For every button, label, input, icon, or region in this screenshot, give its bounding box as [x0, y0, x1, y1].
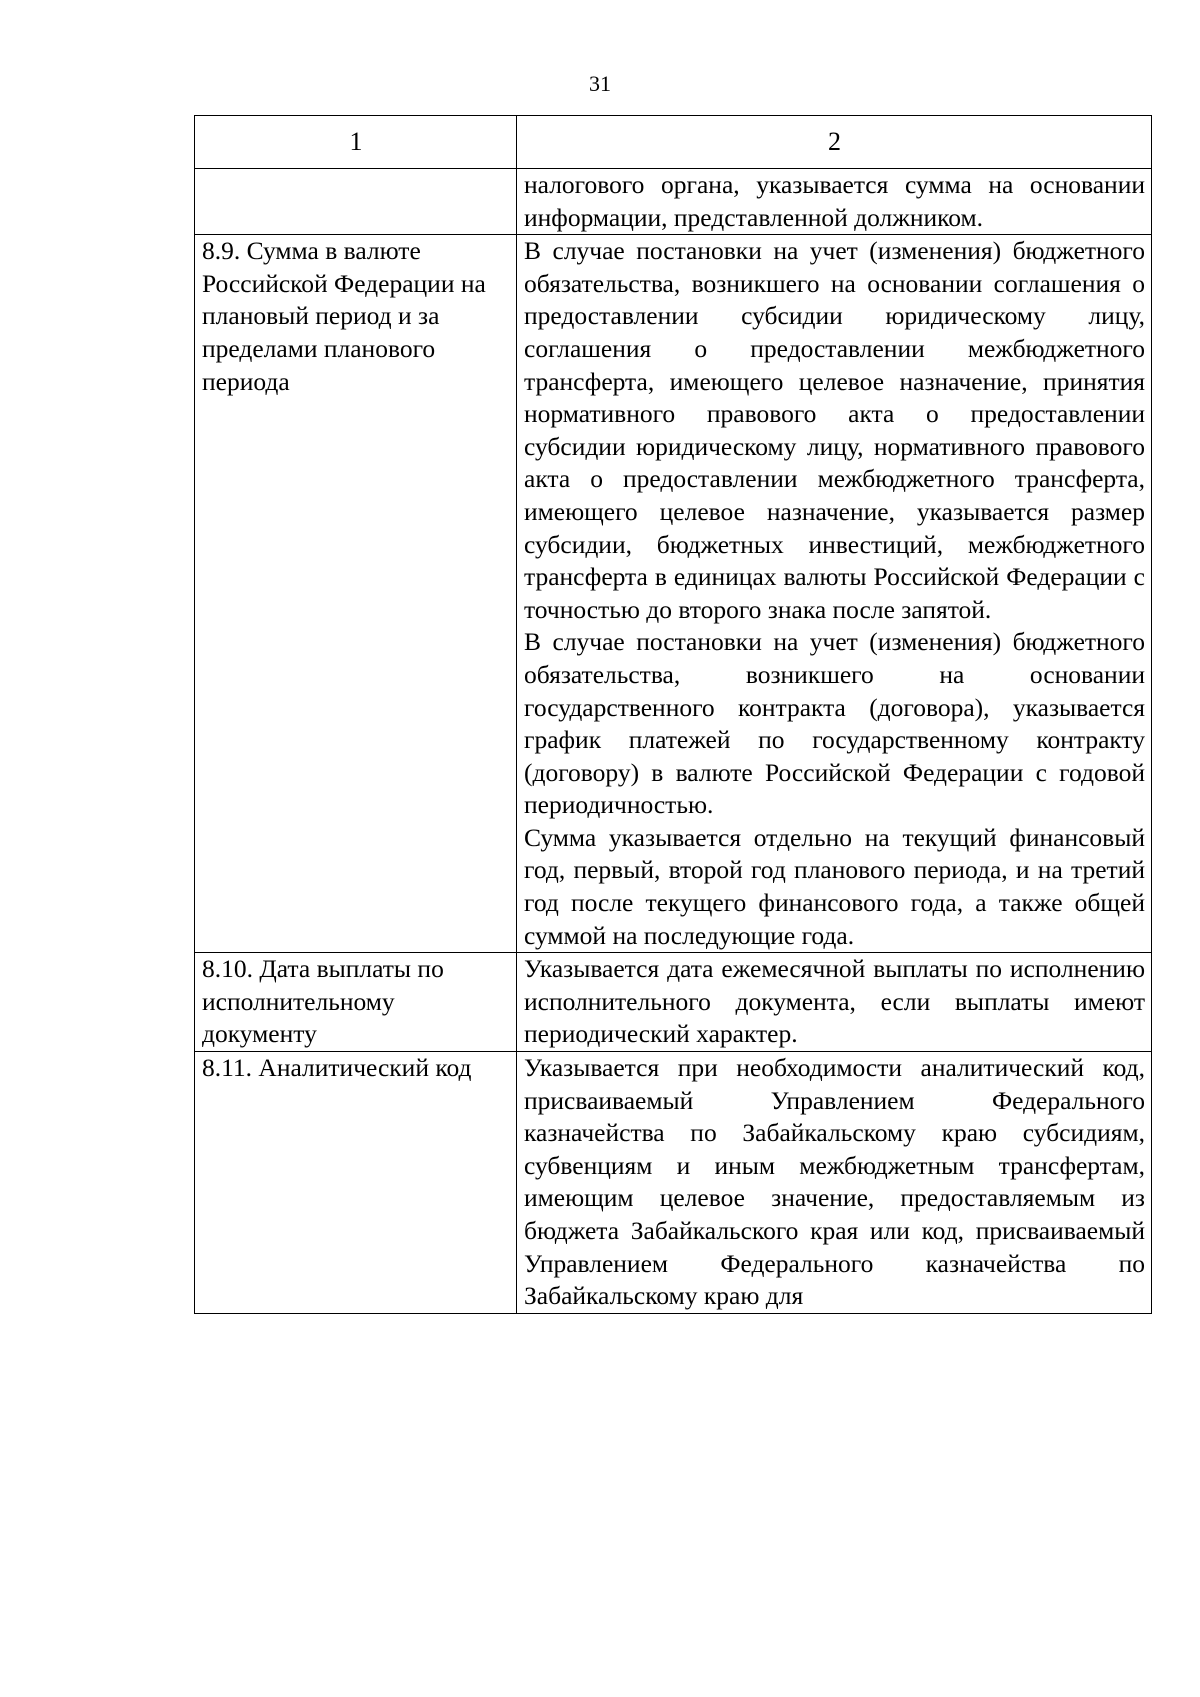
field-description-cell [517, 169, 1152, 235]
table-row [195, 953, 1152, 1052]
description-paragraph: Указывается дата ежемесячной выплаты по исполнению исполнительного документа, если выплаты имеют периодический характер. [524, 954, 1145, 1049]
field-description-cell [517, 1052, 1152, 1314]
field-name-cell: 8.9. Сумма в валюте Российской Федерации на плановый период и за пределами планового периода [195, 235, 517, 953]
description-paragraph: В случае постановки на учет (изменения) бюджетного обязательства, возникшего на основании государственного контракта (договора), указывается график платежей по государственному контракту (договору) в валюте Российской Федерации с годовой периодичностью. [524, 627, 1145, 820]
description-paragraph: налогового органа, указывается сумма на основании информации, представленной должником. [524, 170, 1145, 232]
field-description-cell [517, 953, 1152, 1052]
field-name-cell: 8.10. Дата выплаты по исполнительному документу [195, 953, 517, 1052]
description-paragraph: В случае постановки на учет (изменения) бюджетного обязательства, возникшего на основании соглашения о предоставлении субсидии юридическому лицу, соглашения о предоставлении межбюджетного трансферта, имеющего целевое назначение, принятия нормативного правового акта о предоставлении субсидии юридическому лицу, нормативного правового акта о предоставлении межбюджетного трансферта, имеющего целевое назначение, указывается размер субсидии, бюджетных инвестиций, межбюджетного трансферта в единицах валюты Российской Федерации с точностью до второго знака после запятой. [524, 236, 1145, 624]
table-header-row [195, 116, 1152, 169]
description-paragraph: Указывается при необходимости аналитический код, присваиваемый Управлением Федерального казначейства по Забайкальскому краю субсидиям, субвенциям и иным межбюджетным трансфертам, имеющим целевое значение, предоставляемым из бюджета Забайкальского края или код, присваиваемый Управлением Федерального казначейства по Забайкальскому краю для [524, 1053, 1145, 1311]
column-header-2: 2 [517, 116, 1152, 169]
table-row [195, 235, 1152, 953]
table-row [195, 1052, 1152, 1314]
description-paragraph: Сумма указывается отдельно на текущий финансовый год, первый, второй год планового периода, и на третий год после текущего финансового года, а также общей суммой на последующие года. [524, 822, 1145, 950]
field-description-cell [517, 235, 1152, 953]
column-header-1: 1 [195, 116, 517, 169]
field-name-cell [195, 169, 517, 235]
table-row [195, 169, 1152, 235]
document-table [194, 115, 1152, 1314]
page-number: 31 [589, 71, 611, 96]
field-name-cell: 8.11. Аналитический код [195, 1052, 517, 1314]
